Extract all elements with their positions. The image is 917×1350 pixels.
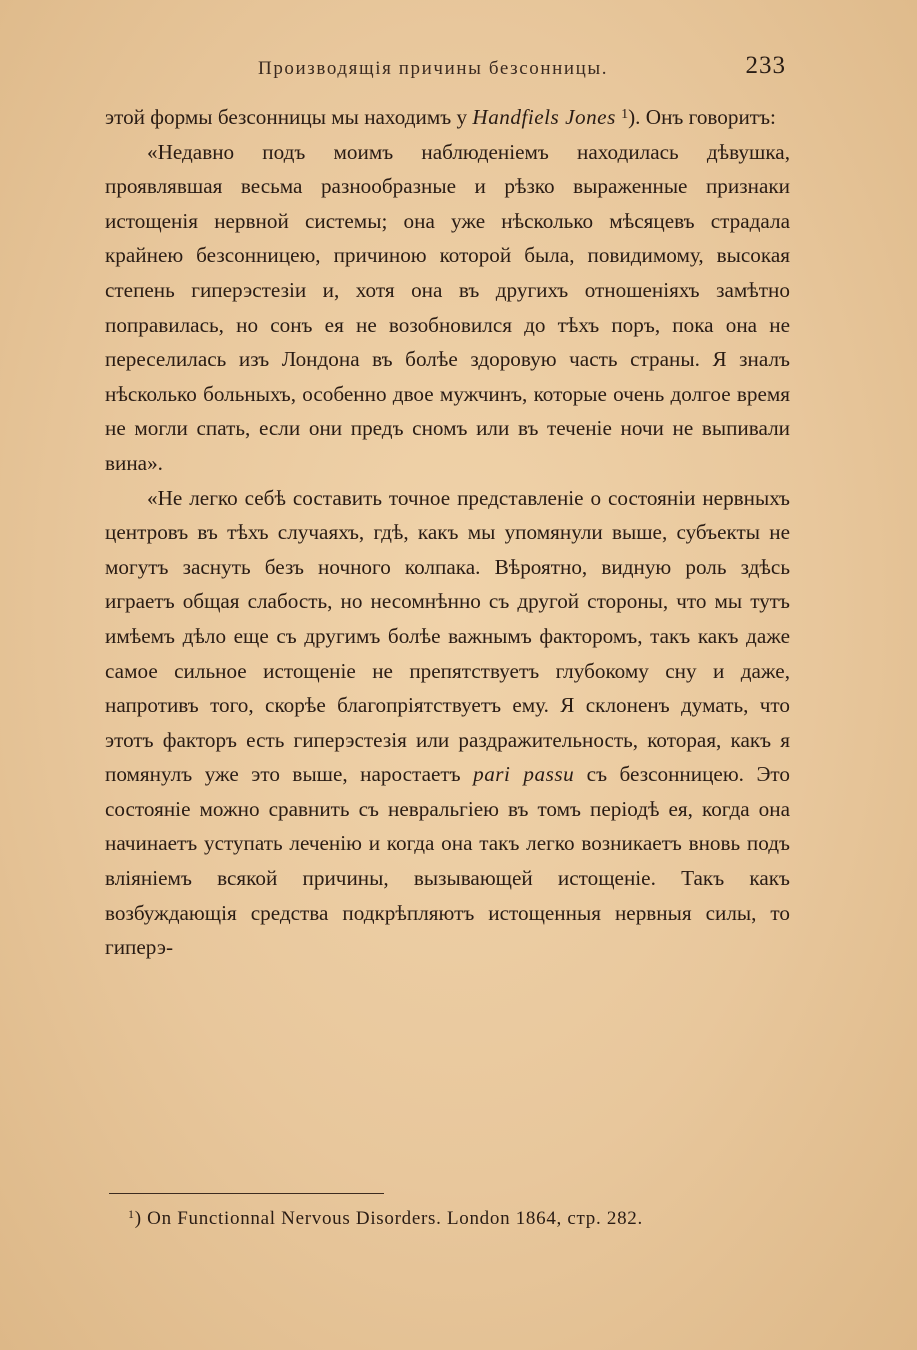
- page-header: [105, 52, 790, 88]
- paragraph-3: [105, 481, 790, 965]
- author-name: Handfiels Jones: [472, 105, 616, 129]
- paragraph-1-pre: этой формы безсонницы мы находимъ у: [105, 105, 473, 129]
- footnote-separator: [109, 1193, 384, 1194]
- paragraph-3-post: съ безсонницею. Это состояніе можно сравнить съ невральгіею въ томъ періодѣ ея, когда она начинаетъ уступать леченію и когда она такъ легко возникаетъ вновь подъ вліяніемъ всякой причины, вызывающей истощеніе. Такъ какъ возбуждающія средства подкрѣпляютъ истощенныя нервныя силы, то гиперэ-: [105, 762, 791, 960]
- main-text: [105, 100, 790, 965]
- paragraph-2: «Недавно подъ моимъ наблюденіемъ находилась дѣвушка, проявлявшая весьма разнообразные и рѣзко выраженные признаки истощенія нервной системы; она уже нѣсколько мѣсяцевъ страдала крайнею безсонницею, причиною которой была, повидимому, высокая степень гиперэстезіи и, хотя она въ другихъ отношеніяхъ замѣтно поправилась, но сонъ ея не возобновился до тѣхъ поръ, пока она не переселилась изъ Лондона въ болѣе здоровую часть страны. Я зналъ нѣсколько больныхъ, особенно двое мужчинъ, которые очень долгое время не могли спать, если они предъ сномъ или въ теченіе ночи не выпивали вина».: [105, 139, 790, 475]
- paragraph-1-post: ). Онъ говоритъ:: [628, 105, 776, 129]
- page-number: 233: [745, 52, 786, 79]
- footnote-text: ) On Functionnal Nervous Disorders. London 1864, стр. 282.: [134, 1208, 643, 1229]
- footnote: [128, 1208, 798, 1230]
- latin-phrase: pari passu: [473, 762, 575, 787]
- footnote-marker: 1: [128, 1207, 135, 1221]
- footnote-reference: 1: [621, 107, 629, 122]
- paragraph-3-pre: «Не легко себѣ составить точное представленіе о состояніи нервныхъ центровъ въ тѣхъ случаяхъ, гдѣ, какъ мы упомянули выше, субъекты не могутъ заснуть безъ ночного колпака. Вѣроятно, видную роль здѣсь играетъ общая слабость, но несомнѣнно съ другой стороны, что мы тутъ имѣемъ дѣло еще съ другимъ болѣе важнымъ факторомъ, такъ какъ даже самое сильное истощеніе не препятствуетъ глубокому сну и даже, напротивъ того, скорѣе благопріятствуетъ ему. Я склоненъ думать, что этотъ факторъ есть гиперэстезія или раздражительность, которая, какъ я помянулъ уже это выше, наростаетъ: [105, 485, 790, 787]
- running-title: Производящія причины безсонницы.: [258, 58, 609, 79]
- paragraph-1: [105, 100, 790, 135]
